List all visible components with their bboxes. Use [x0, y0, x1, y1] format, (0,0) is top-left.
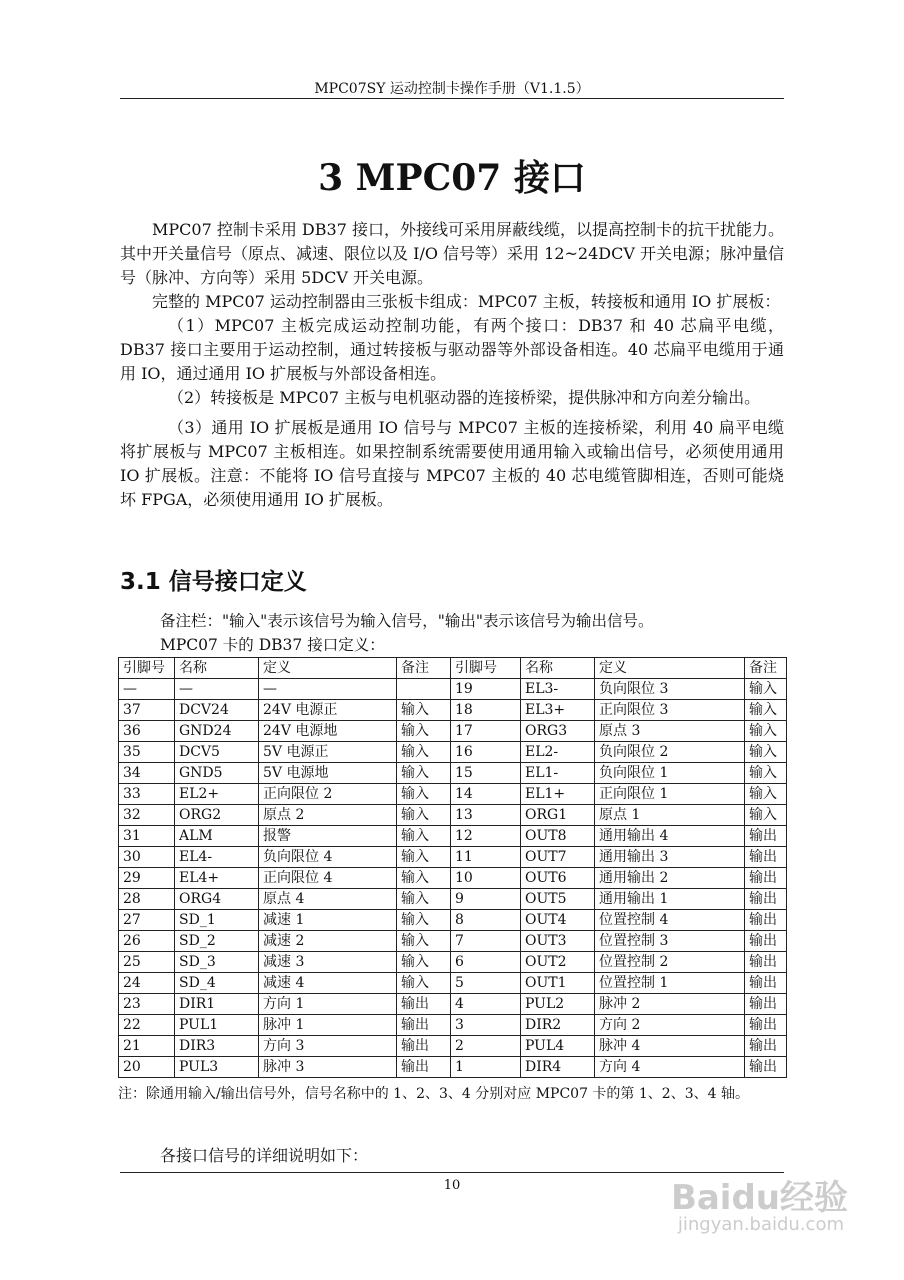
table-cell: 19: [451, 679, 521, 700]
table-row: [451, 847, 787, 868]
table-cell: 20: [119, 1057, 175, 1078]
table-caption: MPC07 卡的 DB37 接口定义：: [160, 636, 385, 654]
table-row: [451, 868, 787, 889]
table-cell: 输出: [745, 931, 787, 952]
table-cell: 输入: [397, 910, 451, 931]
table-cell: 输入: [397, 952, 451, 973]
table-cell: —: [175, 679, 259, 700]
table-cell: 输入: [745, 742, 787, 763]
table-cell: EL4-: [175, 847, 259, 868]
table-cell: 15: [451, 763, 521, 784]
column-header: 引脚号: [451, 658, 521, 679]
table-cell: ORG4: [175, 889, 259, 910]
table-cell: DIR1: [175, 994, 259, 1015]
footer-text: 各接口信号的详细说明如下：: [160, 1146, 369, 1165]
table-cell: 输入: [397, 868, 451, 889]
table-cell: 输出: [397, 1015, 451, 1036]
table-row: [451, 742, 787, 763]
table-cell: OUT5: [521, 889, 595, 910]
table-cell: 脉冲 3: [259, 1057, 397, 1078]
page-number: 10: [443, 1178, 461, 1193]
table-row: [451, 700, 787, 721]
table-cell: ORG3: [521, 721, 595, 742]
table-cell: 24V 电源正: [259, 700, 397, 721]
table-row: [451, 889, 787, 910]
table-row: [451, 1036, 787, 1057]
table-cell: 输入: [397, 931, 451, 952]
table-row: [119, 1036, 451, 1057]
table-cell: 位置控制 2: [595, 952, 745, 973]
table-cell: EL3-: [521, 679, 595, 700]
table-cell: [397, 679, 451, 700]
table-cell: 14: [451, 784, 521, 805]
table-cell: 3: [451, 1015, 521, 1036]
table-cell: 脉冲 1: [259, 1015, 397, 1036]
table-cell: 21: [119, 1036, 175, 1057]
table-cell: 报警: [259, 826, 397, 847]
column-header: 定义: [595, 658, 745, 679]
table-cell: 12: [451, 826, 521, 847]
table-header-row: [119, 658, 451, 679]
table-cell: 原点 4: [259, 889, 397, 910]
table-row: [119, 679, 451, 700]
paragraph: MPC07 控制卡采用 DB37 接口，外接线可采用屏蔽线缆，以提高控制卡的抗干扰能力。其中开关量信号（原点、减速、限位以及 I/O 信号等）采用 12~24DCV 开关电源；脉冲量信号（脉冲、方向等）采用 5DCV 开关电源。: [120, 220, 784, 287]
pin-table-left: [118, 657, 451, 1078]
table-row: [451, 721, 787, 742]
table-cell: 输入: [397, 700, 451, 721]
table-cell: EL1-: [521, 763, 595, 784]
table-cell: PUL3: [175, 1057, 259, 1078]
table-cell: 减速 3: [259, 952, 397, 973]
column-header: 备注: [745, 658, 787, 679]
table-row: [451, 973, 787, 994]
table-cell: DCV5: [175, 742, 259, 763]
table-cell: SD_4: [175, 973, 259, 994]
table-cell: SD_3: [175, 952, 259, 973]
column-header: 名称: [521, 658, 595, 679]
table-cell: 输入: [745, 700, 787, 721]
table-cell: 36: [119, 721, 175, 742]
table-cell: 27: [119, 910, 175, 931]
table-cell: 负向限位 2: [595, 742, 745, 763]
table-row: [119, 700, 451, 721]
table-row: [119, 826, 451, 847]
table-row: [119, 721, 451, 742]
table-cell: 输出: [745, 1015, 787, 1036]
table-cell: EL1+: [521, 784, 595, 805]
table-cell: SD_2: [175, 931, 259, 952]
table-cell: 位置控制 1: [595, 973, 745, 994]
table-note: 注：除通用输入/输出信号外，信号名称中的 1、2、3、4 分别对应 MPC07 卡的第 1、2、3、4 轴。: [118, 1086, 749, 1102]
table-cell: 10: [451, 868, 521, 889]
table-cell: 通用输出 2: [595, 868, 745, 889]
table-cell: 17: [451, 721, 521, 742]
table-cell: 8: [451, 910, 521, 931]
table-cell: 5V 电源正: [259, 742, 397, 763]
table-cell: 输出: [745, 868, 787, 889]
table-cell: 输入: [397, 742, 451, 763]
table-cell: 4: [451, 994, 521, 1015]
table-cell: OUT3: [521, 931, 595, 952]
table-cell: 37: [119, 700, 175, 721]
table-cell: 31: [119, 826, 175, 847]
table-cell: EL2+: [175, 784, 259, 805]
table-cell: 脉冲 2: [595, 994, 745, 1015]
table-cell: 26: [119, 931, 175, 952]
table-cell: PUL2: [521, 994, 595, 1015]
table-row: [119, 994, 451, 1015]
table-cell: 34: [119, 763, 175, 784]
table-cell: 5V 电源地: [259, 763, 397, 784]
table-cell: 24V 电源地: [259, 721, 397, 742]
table-cell: OUT7: [521, 847, 595, 868]
table-cell: 23: [119, 994, 175, 1015]
table-row: [451, 952, 787, 973]
table-cell: 输出: [397, 994, 451, 1015]
table-cell: 29: [119, 868, 175, 889]
table-cell: 输出: [745, 994, 787, 1015]
table-cell: 输入: [745, 679, 787, 700]
table-cell: 输出: [745, 826, 787, 847]
table-cell: 正向限位 3: [595, 700, 745, 721]
table-cell: 脉冲 4: [595, 1036, 745, 1057]
table-row: [119, 763, 451, 784]
table-cell: 原点 2: [259, 805, 397, 826]
table-cell: 减速 1: [259, 910, 397, 931]
table-cell: 输入: [397, 721, 451, 742]
table-row: [119, 847, 451, 868]
table-cell: DIR3: [175, 1036, 259, 1057]
table-row: [451, 826, 787, 847]
table-row: [451, 805, 787, 826]
table-cell: SD_1: [175, 910, 259, 931]
table-cell: PUL4: [521, 1036, 595, 1057]
remark-text: 备注栏："输入"表示该信号为输入信号，"输出"表示该信号为输出信号。: [160, 612, 654, 630]
table-cell: 方向 1: [259, 994, 397, 1015]
table-cell: 6: [451, 952, 521, 973]
table-cell: 输入: [397, 805, 451, 826]
table-cell: —: [259, 679, 397, 700]
table-cell: 9: [451, 889, 521, 910]
table-cell: 输入: [745, 721, 787, 742]
table-cell: 原点 1: [595, 805, 745, 826]
table-cell: GND5: [175, 763, 259, 784]
column-header: 定义: [259, 658, 397, 679]
table-cell: 输出: [745, 1057, 787, 1078]
paragraph: （3）通用 IO 扩展板是通用 IO 信号与 MPC07 主板的连接桥梁，利用 40 扁平电缆将扩展板与 MPC07 主板相连。如果控制系统需要使用通用输入或输出信号，必须使用通用 IO 扩展板。注意：不能将 IO 信号直接与 MPC07 主板的 40 芯电缆管脚相连，否则可能烧坏 FPGA，必须使用通用 IO 扩展板。: [120, 418, 784, 509]
table-cell: 正向限位 1: [595, 784, 745, 805]
table-row: [119, 931, 451, 952]
table-cell: 32: [119, 805, 175, 826]
table-row: [451, 1015, 787, 1036]
table-cell: 通用输出 4: [595, 826, 745, 847]
section-title: 3.1 信号接口定义: [120, 569, 307, 595]
table-cell: GND24: [175, 721, 259, 742]
table-cell: PUL1: [175, 1015, 259, 1036]
table-cell: —: [119, 679, 175, 700]
paragraph: （1）MPC07 主板完成运动控制功能，有两个接口：DB37 和 40 芯扁平电缆，DB37 接口主要用于运动控制，通过转接板与驱动器等外部设备相连。40 芯扁平电缆用于通用 IO，通过通用 IO 扩展板与外部设备相连。: [120, 316, 784, 383]
table-cell: 输入: [397, 763, 451, 784]
column-header: 名称: [175, 658, 259, 679]
table-cell: 输出: [745, 847, 787, 868]
table-cell: DIR4: [521, 1057, 595, 1078]
table-cell: ALM: [175, 826, 259, 847]
table-cell: 输出: [745, 973, 787, 994]
table-cell: 输入: [397, 889, 451, 910]
paragraph: 完整的 MPC07 运动控制器由三张板卡组成：MPC07 主板，转接板和通用 IO 扩展板：: [152, 292, 781, 311]
table-cell: 22: [119, 1015, 175, 1036]
table-row: [451, 784, 787, 805]
pin-table-right: [450, 657, 787, 1078]
table-cell: 18: [451, 700, 521, 721]
table-cell: 30: [119, 847, 175, 868]
table-cell: 方向 4: [595, 1057, 745, 1078]
table-cell: 24: [119, 973, 175, 994]
table-cell: 输出: [745, 952, 787, 973]
table-cell: 1: [451, 1057, 521, 1078]
table-row: [119, 910, 451, 931]
table-row: [119, 1057, 451, 1078]
table-cell: 2: [451, 1036, 521, 1057]
table-cell: 输入: [745, 784, 787, 805]
table-cell: 位置控制 3: [595, 931, 745, 952]
table-cell: 通用输出 1: [595, 889, 745, 910]
table-row: [119, 889, 451, 910]
table-cell: 33: [119, 784, 175, 805]
table-cell: 25: [119, 952, 175, 973]
table-cell: 减速 4: [259, 973, 397, 994]
paragraph: （2）转接板是 MPC07 主板与电机驱动器的连接桥梁，提供脉冲和方向差分输出。: [168, 388, 761, 407]
table-cell: EL4+: [175, 868, 259, 889]
table-row: [119, 742, 451, 763]
table-cell: 负向限位 3: [595, 679, 745, 700]
table-cell: 减速 2: [259, 931, 397, 952]
table-row: [451, 910, 787, 931]
table-row: [451, 994, 787, 1015]
table-row: [119, 805, 451, 826]
table-cell: 方向 3: [259, 1036, 397, 1057]
table-cell: 28: [119, 889, 175, 910]
table-row: [451, 931, 787, 952]
table-cell: 方向 2: [595, 1015, 745, 1036]
table-cell: 正向限位 4: [259, 868, 397, 889]
table-cell: 输入: [397, 847, 451, 868]
table-cell: OUT1: [521, 973, 595, 994]
table-cell: 输入: [397, 973, 451, 994]
running-header: MPC07SY 运动控制卡操作手册（V1.1.5）: [314, 81, 590, 97]
table-cell: 原点 3: [595, 721, 745, 742]
table-cell: 负向限位 4: [259, 847, 397, 868]
table-cell: 输出: [745, 889, 787, 910]
table-cell: 输入: [397, 784, 451, 805]
column-header: 备注: [397, 658, 451, 679]
table-cell: 13: [451, 805, 521, 826]
table-cell: ORG1: [521, 805, 595, 826]
table-row: [119, 952, 451, 973]
table-row: [119, 868, 451, 889]
table-cell: EL2-: [521, 742, 595, 763]
intro-body: [120, 218, 784, 512]
table-cell: 输入: [745, 763, 787, 784]
table-row: [451, 679, 787, 700]
table-cell: 输出: [397, 1057, 451, 1078]
table-cell: 通用输出 3: [595, 847, 745, 868]
table-cell: 输入: [745, 805, 787, 826]
table-cell: DCV24: [175, 700, 259, 721]
table-cell: OUT8: [521, 826, 595, 847]
table-row: [119, 1015, 451, 1036]
table-cell: DIR2: [521, 1015, 595, 1036]
table-cell: 输出: [397, 1036, 451, 1057]
table-row: [451, 763, 787, 784]
table-cell: 负向限位 1: [595, 763, 745, 784]
table-row: [119, 973, 451, 994]
table-cell: 输出: [745, 1036, 787, 1057]
table-cell: 正向限位 2: [259, 784, 397, 805]
table-cell: OUT4: [521, 910, 595, 931]
table-cell: 输出: [745, 910, 787, 931]
table-cell: 16: [451, 742, 521, 763]
table-cell: OUT6: [521, 868, 595, 889]
table-cell: 输入: [397, 826, 451, 847]
table-cell: OUT2: [521, 952, 595, 973]
table-row: [119, 784, 451, 805]
table-cell: 5: [451, 973, 521, 994]
table-cell: EL3+: [521, 700, 595, 721]
table-cell: 位置控制 4: [595, 910, 745, 931]
table-cell: 7: [451, 931, 521, 952]
table-cell: 35: [119, 742, 175, 763]
header-rule: [120, 98, 784, 99]
chapter-title: 3 MPC07 接口: [318, 157, 586, 199]
column-header: 引脚号: [119, 658, 175, 679]
watermark-logo: Baidu经验: [670, 1178, 848, 1218]
table-cell: ORG2: [175, 805, 259, 826]
watermark-url: jingyan.baidu.com: [677, 1214, 844, 1235]
table-header-row: [451, 658, 787, 679]
table-cell: 11: [451, 847, 521, 868]
table-row: [451, 1057, 787, 1078]
